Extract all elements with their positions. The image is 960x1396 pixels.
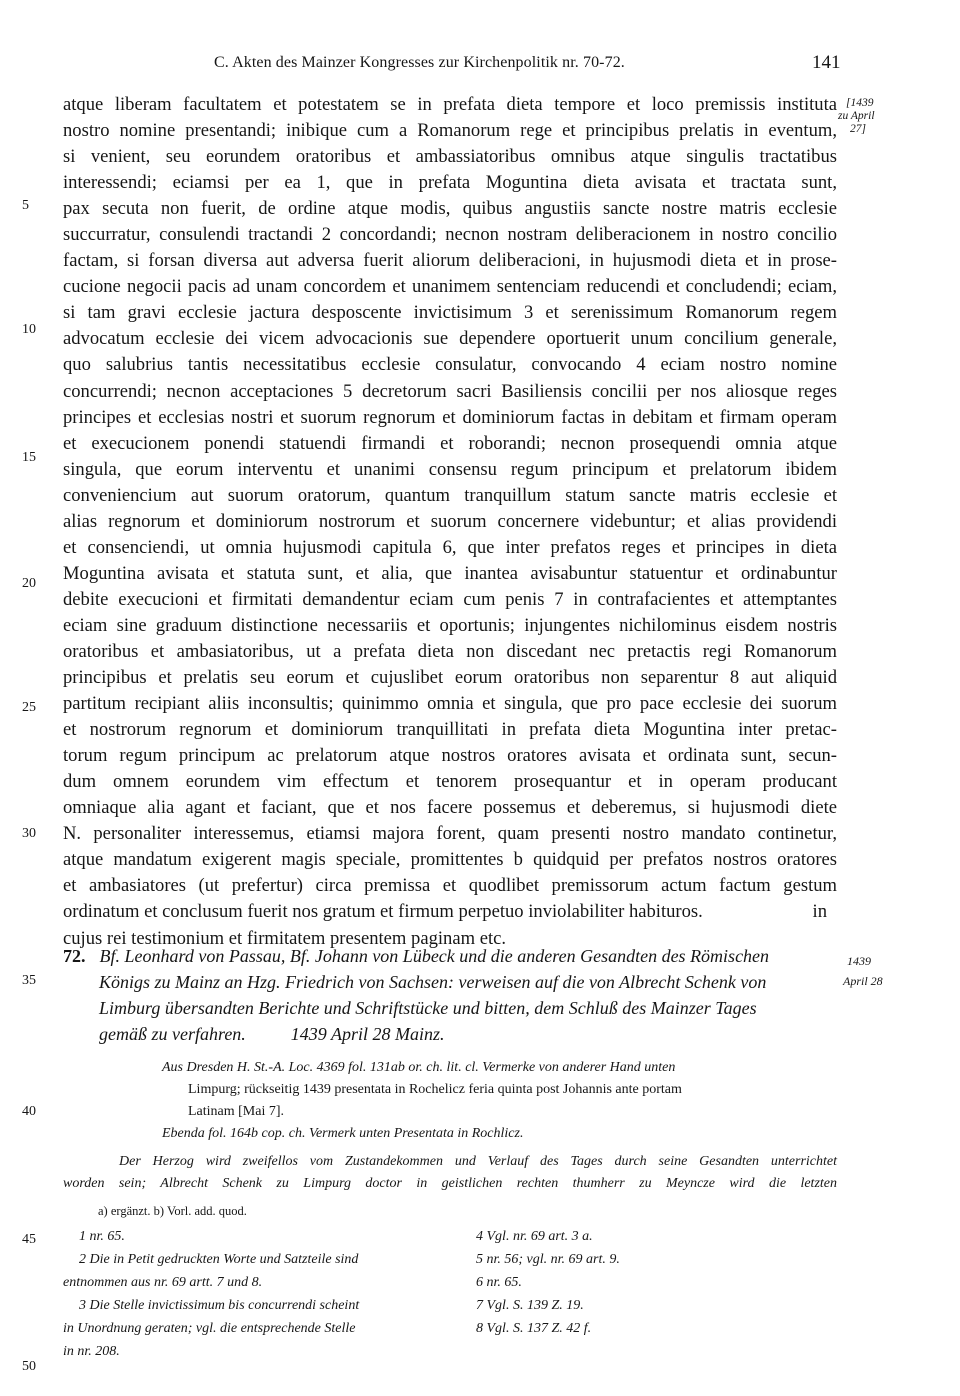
margin-date-line: [1439 (846, 97, 874, 109)
body-line: si venient, seu eorundem oratoribus et ambassiatoribus omnibus atque singulis tractatibus (63, 146, 837, 168)
body-line: interessendi; eciamsi per ea 1, que in prefata Moguntina dieta avisata et tractata sunt, (63, 172, 837, 194)
body-line: et consenciendi, ut omnia hujusmodi capitula 6, que inter prefatos reges et principes in dieta (63, 536, 837, 558)
line-number: 25 (22, 700, 36, 715)
body-line: debite execucioni et firmitati demandentur eciam cum penis 7 in contrafacientes et attemptantes (63, 588, 837, 610)
body-line-end-word: in (812, 901, 827, 923)
footnote-line: 7 Vgl. S. 139 Z. 19. (476, 1298, 584, 1313)
footnote-line: in nr. 208. (63, 1344, 120, 1359)
body-line: succurratur, consulendi tractandi 2 concordandi; necnon nostram deliberacionem in nostro concilio (63, 224, 837, 246)
body-line: torum regum principum ac prelatorum atque nostros oratores avisata et ordinata sunt, secun- (63, 745, 837, 767)
footnote-line: entnommen aus nr. 69 artt. 7 und 8. (63, 1275, 263, 1290)
source-line: Aus Dresden H. St.-A. Loc. 4369 fol. 131ab or. ch. lit. cl. Vermerke von anderer Hand unten (162, 1060, 676, 1075)
body-line: et nostrorum regnorum et dominiorum tranquillitati in prefata dieta Moguntina inter pretac- (63, 719, 837, 741)
footnotes-right (476, 1225, 806, 1340)
margin-date-line: April 28 (843, 974, 883, 988)
footnote-line: in Unordnung geraten; vgl. die entsprechende Stelle (63, 1321, 356, 1336)
source-line: Ebenda fol. 164b cop. ch. Vermerk unten Presentata in Rochlicz. (162, 1126, 524, 1141)
body-line: cucione negocii pacis ad unam concordem et unanimem sentenciam reducendi et concludendi; eciam, (63, 276, 837, 298)
footnote-line: 4 Vgl. nr. 69 art. 3 a. (476, 1229, 593, 1244)
body-line: dum omnem eorundem vim effectum et tenorem prosequantur et in operam producant (63, 771, 837, 793)
source-line: Latinam [Mai 7]. (188, 1104, 285, 1119)
footnotes-left (63, 1225, 443, 1363)
summary-line: worden sein; Albrecht Schenk zu Limpurg doctor in geistlichen rechten thumherr zu Meyncze wird die letzten (63, 1176, 837, 1191)
body-line: principes et ecclesias nostri et suorum regnorum et dominiorum factas in debitam et firmam operam (63, 406, 837, 428)
page-number: 141 (812, 52, 841, 73)
line-number: 30 (22, 826, 36, 841)
body-line: si tam gravi ecclesie jactura desposcente invictisimum 3 et serenissimum Romanorum regem (63, 302, 837, 324)
document-72-heading (63, 943, 837, 1047)
doc-heading-line: gemäß zu verfahren. 1439 April 28 Mainz. (99, 1024, 445, 1044)
body-line: partitum recipiant aliis inconsultis; quinimmo omnia et singula, que pro pace ecclesie dei suorum (63, 693, 837, 715)
line-number: 45 (22, 1232, 36, 1247)
document-number: 72. (63, 946, 86, 966)
margin-date-line: zu April (838, 110, 875, 122)
margin-date-note (838, 97, 875, 136)
body-line: atque liberam facultatem et potestatem se in prefata dieta tempore et loco premissis instituta (63, 94, 837, 115)
line-number: 15 (22, 450, 36, 465)
line-number: 10 (22, 322, 36, 337)
body-line: pax secuta non fuerit, de ordine atque modis, quibus angustiis sancte nostre matris ecclesie (63, 198, 837, 220)
footnote-line: 8 Vgl. S. 137 Z. 42 f. (476, 1321, 592, 1336)
doc-heading-text: Bf. Leonhard von Passau, Bf. Johann von Lübeck und die anderen Gesandten des Römischen (99, 946, 770, 966)
body-line: omniaque alia agant et faciant, que et nos facere possemus et deberemus, si hujusmodi diete (63, 797, 837, 819)
footnote-line: 3 Die Stelle invictissimum bis concurrendi scheint (79, 1298, 360, 1313)
body-line: alias regnorum et dominiorum nostrorum et suorum concernere videbuntur; et alias providendi (63, 510, 837, 532)
body-line: concurrendi; necnon acceptaciones 5 decretorum sacri Basiliensis concilii per nos aliosque reges (63, 380, 837, 402)
source-description (162, 1057, 834, 1145)
body-line: eciam sine graduum distinctione necessariis et oportunis; injungentes nichilominus eisdem nostris (63, 614, 837, 636)
body-line: atque mandatum exigerent magis speciale, promittentes b quidquid per prefatos nostros oratores (63, 849, 837, 871)
body-line: et execucionem ponendi statuendi firmandi et roborandi; necnon prosequendi omnia atque (63, 432, 837, 454)
body-line: oratoribus et ambasiatoribus, ut a prefata dieta non discedant nec pretactis regi Romanorum (63, 640, 837, 662)
line-number: 50 (22, 1359, 36, 1374)
body-line: N. personaliter interessemus, etiamsi majora forent, quam presenti nostro mandato continetur, (63, 823, 837, 845)
line-number: 40 (22, 1104, 36, 1119)
body-line: principibus et prelatis seu eorum et cujuslibet eorum oratoribus non separentur 8 aut aliquid (63, 667, 837, 689)
margin-date-line: 27] (850, 123, 866, 135)
doc-heading-line (63, 943, 837, 969)
body-line: Moguntina avisata et statuta sunt, et alia, que inantea avisabuntur statuentur et ordinabuntur (63, 562, 837, 584)
footnote-line: 5 nr. 56; vgl. nr. 69 art. 9. (476, 1252, 620, 1267)
source-line: Limpurg; rückseitig 1439 presentata in Rochelicz feria quinta post Johannis ante portam (188, 1082, 682, 1097)
margin-date-line: 1439 (847, 954, 871, 968)
footnote-line: 6 nr. 65. (476, 1275, 522, 1290)
body-line-text: ordinatum et conclusum fuerit nos gratum et firmum perpetuo inviolabiliter habituros. (63, 901, 703, 923)
body-line: factam, si forsan diversa aut adversa fuerit aliorum deliberacioni, in hujusmodi dieta et in prose- (63, 250, 837, 272)
line-number: 20 (22, 576, 36, 591)
body-line (63, 899, 837, 925)
body-line: advocatum ecclesie dei vicem advocacionis sue dependere oportuerit unum concilium generale, (63, 328, 837, 350)
footnote-line: 1 nr. 65. (79, 1229, 125, 1244)
doc-heading-line: Limburg übersandten Berichte und Schriftstücke und bitten, dem Schluß des Mainzer Tages (99, 998, 757, 1018)
footnote-line: 2 Die in Petit gedruckten Worte und Satzteile sind (79, 1252, 359, 1267)
line-number: 35 (22, 973, 36, 988)
body-text (63, 92, 837, 952)
body-line: singula, que eorum interventu et unanimi consensu regum principum et prelatorum ibidem (63, 458, 837, 480)
body-line: et ambasiatores (ut prefertur) circa premissa et quodlibet premissorum actum factum gestum (63, 875, 837, 897)
editor-summary (63, 1151, 837, 1195)
body-line: nostro nomine presentandi; inibique cum a Romanorum rege et principibus prelatis in eventum, (63, 120, 837, 142)
body-line: cujus rei testimonium et firmitatem presentem paginam etc. (63, 927, 507, 949)
body-line: conveniencium aut suorum oratorum, quantum tranquillum statum sancte matris ecclesie et (63, 484, 837, 506)
summary-line: Der Herzog wird zweifellos vom Zustandekommen und Verlauf des Tages durch seine Gesandten unterrichtet (119, 1154, 837, 1169)
body-line: quo salubrius tantis necessitatibus ecclesie consulatur, convocando 4 eciam nostro nomine (63, 354, 837, 376)
running-title: C. Akten des Mainzer Kongresses zur Kirchenpolitik nr. 70-72. (214, 54, 625, 71)
textual-notes: a) ergänzt. b) Vorl. add. quod. (98, 1204, 247, 1218)
margin-date-72 (843, 951, 883, 991)
doc-heading-line: Königs zu Mainz an Hzg. Friedrich von Sachsen: verweisen auf die von Albrecht Schenk von (99, 972, 767, 992)
line-number: 5 (22, 198, 29, 213)
